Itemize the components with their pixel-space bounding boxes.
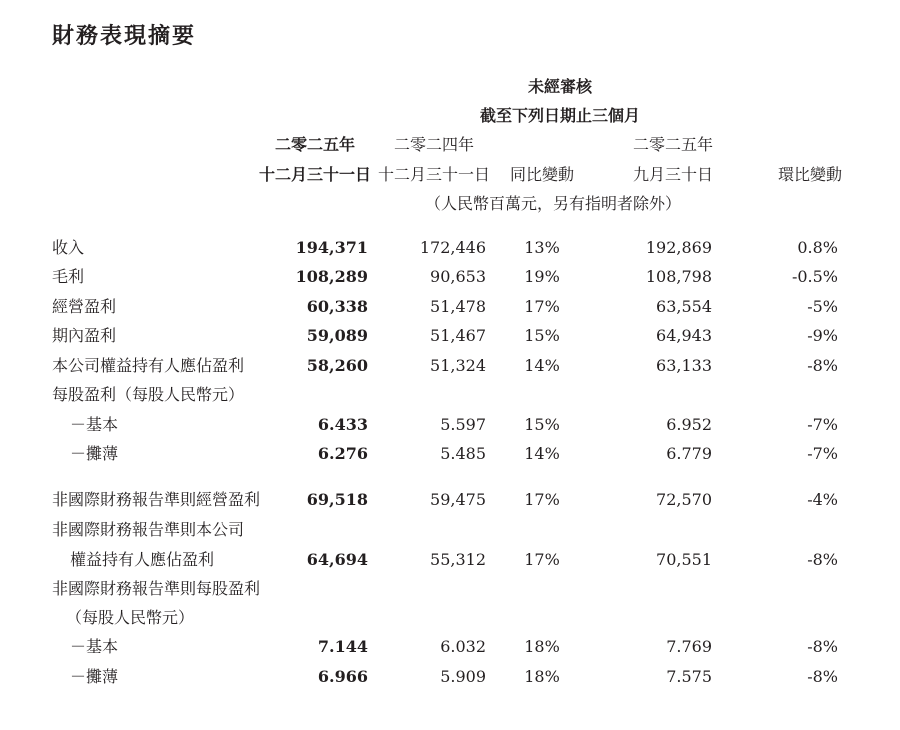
value-2024-dec: 55,312 bbox=[430, 550, 486, 569]
value-2024-dec: 172,446 bbox=[419, 238, 486, 257]
value-yoy-change: 18% bbox=[524, 667, 560, 686]
value-2025-dec: 6.433 bbox=[317, 415, 368, 434]
table-row bbox=[0, 356, 900, 376]
value-yoy-change: 14% bbox=[524, 356, 560, 375]
row-label: 非國際財務報告準則經營盈利 bbox=[52, 490, 261, 509]
value-2025-dec: 7.144 bbox=[317, 637, 368, 656]
value-2025-sep: 108,798 bbox=[645, 267, 712, 286]
row-label: 期內盈利 bbox=[52, 326, 117, 345]
value-qoq-change: 0.8% bbox=[797, 238, 838, 257]
value-2025-sep: 7.575 bbox=[666, 667, 712, 686]
header-col2-year: 二零二四年 bbox=[393, 135, 475, 154]
table-row bbox=[0, 608, 900, 628]
value-qoq-change: -9% bbox=[807, 326, 838, 345]
value-yoy-change: 17% bbox=[524, 550, 560, 569]
header-col3: 同比變動 bbox=[509, 165, 575, 184]
value-yoy-change: 15% bbox=[524, 326, 560, 345]
value-2025-dec: 64,694 bbox=[306, 550, 368, 569]
value-qoq-change: -7% bbox=[807, 444, 838, 463]
table-row bbox=[0, 667, 900, 687]
header-col4-year: 二零二五年 bbox=[632, 135, 714, 154]
row-label: 權益持有人應佔盈利 bbox=[70, 550, 215, 569]
row-label: 每股盈利（每股人民幣元） bbox=[52, 385, 245, 404]
page-title: 財務表現摘要 bbox=[52, 24, 197, 49]
row-label: －攤薄 bbox=[70, 444, 119, 463]
value-2025-sep: 63,554 bbox=[656, 297, 712, 316]
table-row bbox=[0, 385, 900, 405]
value-2025-sep: 63,133 bbox=[656, 356, 712, 375]
table-row bbox=[0, 267, 900, 287]
table-row bbox=[0, 415, 900, 435]
row-label: －基本 bbox=[70, 415, 119, 434]
table-row bbox=[0, 550, 900, 570]
header-col1-date: 十二月三十一日 bbox=[258, 165, 372, 184]
header-col1-year: 二零二五年 bbox=[274, 135, 356, 154]
value-2025-dec: 108,289 bbox=[295, 267, 368, 286]
value-2025-dec: 58,260 bbox=[306, 356, 368, 375]
row-label: 非國際財務報告準則本公司 bbox=[52, 520, 245, 539]
table-row bbox=[0, 637, 900, 657]
header-unaudited: 未經審核 bbox=[527, 77, 593, 96]
value-2024-dec: 59,475 bbox=[430, 490, 486, 509]
table-row bbox=[0, 520, 900, 540]
header-col2-date: 十二月三十一日 bbox=[377, 165, 491, 184]
value-qoq-change: -5% bbox=[807, 297, 838, 316]
header-unit-note: （人民幣百萬元，另有指明者除外） bbox=[424, 194, 682, 213]
value-2025-sep: 72,570 bbox=[656, 490, 712, 509]
value-yoy-change: 14% bbox=[524, 444, 560, 463]
value-2025-dec: 6.276 bbox=[317, 444, 368, 463]
value-yoy-change: 17% bbox=[524, 297, 560, 316]
value-2025-sep: 192,869 bbox=[645, 238, 712, 257]
value-2025-dec: 194,371 bbox=[295, 238, 368, 257]
header-col4-date: 九月三十日 bbox=[632, 165, 714, 184]
value-yoy-change: 17% bbox=[524, 490, 560, 509]
value-2025-dec: 69,518 bbox=[306, 490, 368, 509]
value-qoq-change: -7% bbox=[807, 415, 838, 434]
row-label: 經營盈利 bbox=[52, 297, 117, 316]
table-row bbox=[0, 579, 900, 599]
value-yoy-change: 13% bbox=[524, 238, 560, 257]
row-label: 毛利 bbox=[52, 267, 85, 286]
value-2025-dec: 59,089 bbox=[306, 326, 368, 345]
value-yoy-change: 18% bbox=[524, 637, 560, 656]
value-2025-sep: 70,551 bbox=[656, 550, 712, 569]
row-label: －基本 bbox=[70, 637, 119, 656]
value-2024-dec: 51,324 bbox=[430, 356, 486, 375]
value-2024-dec: 5.485 bbox=[440, 444, 486, 463]
value-qoq-change: -4% bbox=[807, 490, 838, 509]
value-2024-dec: 5.909 bbox=[440, 667, 486, 686]
value-2025-sep: 6.952 bbox=[666, 415, 712, 434]
value-2025-sep: 64,943 bbox=[656, 326, 712, 345]
value-yoy-change: 19% bbox=[524, 267, 560, 286]
header-col5: 環比變動 bbox=[777, 165, 843, 184]
value-2025-dec: 6.966 bbox=[317, 667, 368, 686]
value-2024-dec: 6.032 bbox=[440, 637, 486, 656]
table-row bbox=[0, 238, 900, 258]
value-2025-dec: 60,338 bbox=[306, 297, 368, 316]
value-qoq-change: -0.5% bbox=[791, 267, 838, 286]
value-2025-sep: 6.779 bbox=[666, 444, 712, 463]
value-2024-dec: 51,467 bbox=[430, 326, 486, 345]
table-row bbox=[0, 326, 900, 346]
value-2024-dec: 51,478 bbox=[430, 297, 486, 316]
value-2024-dec: 90,653 bbox=[430, 267, 486, 286]
table-row bbox=[0, 444, 900, 464]
table-row bbox=[0, 490, 900, 510]
value-yoy-change: 15% bbox=[524, 415, 560, 434]
value-2024-dec: 5.597 bbox=[440, 415, 486, 434]
row-label: 收入 bbox=[52, 238, 85, 257]
row-label: 非國際財務報告準則每股盈利 bbox=[52, 579, 261, 598]
value-qoq-change: -8% bbox=[807, 550, 838, 569]
row-label: 本公司權益持有人應佔盈利 bbox=[52, 356, 245, 375]
value-qoq-change: -8% bbox=[807, 637, 838, 656]
row-label: －攤薄 bbox=[70, 667, 119, 686]
table-row bbox=[0, 297, 900, 317]
value-qoq-change: -8% bbox=[807, 667, 838, 686]
value-qoq-change: -8% bbox=[807, 356, 838, 375]
header-period: 截至下列日期止三個月 bbox=[479, 106, 641, 125]
value-2025-sep: 7.769 bbox=[666, 637, 712, 656]
row-label: （每股人民幣元） bbox=[66, 608, 195, 627]
